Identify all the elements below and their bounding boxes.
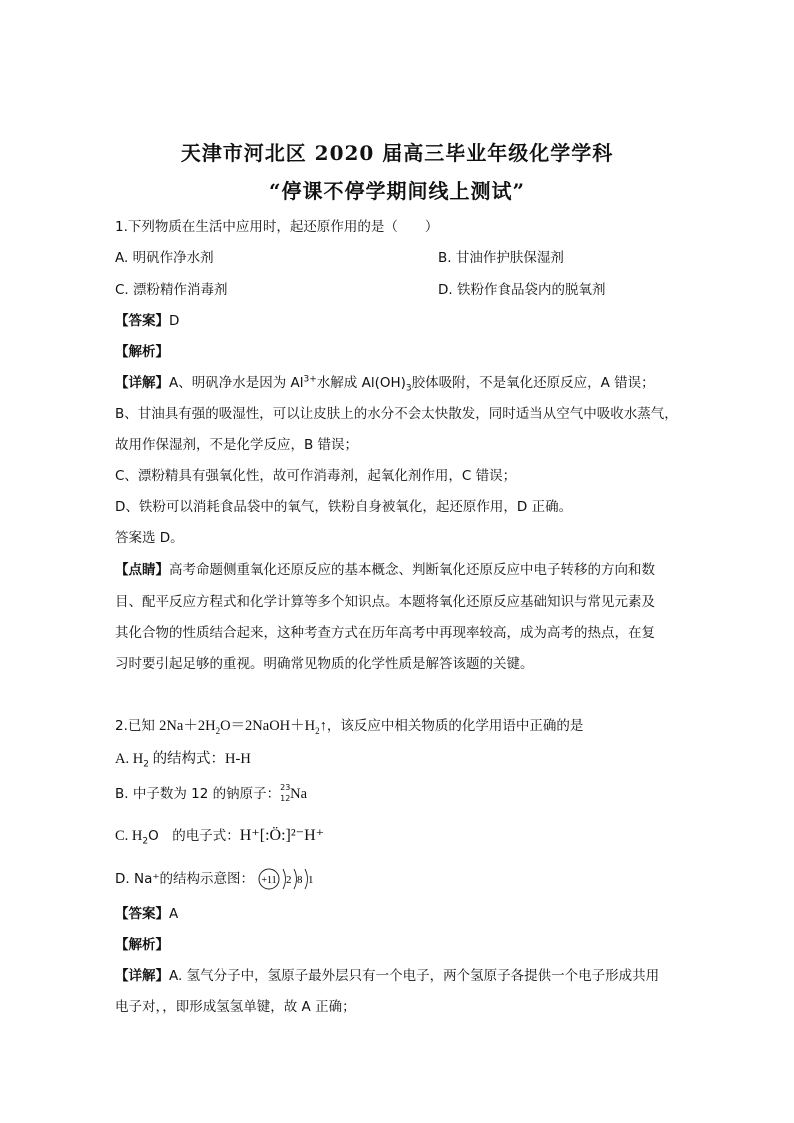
q1-point-4: 习时要引起足够的重视。明确常见物质的化学性质是解答该题的关键。 (115, 656, 534, 672)
detail-tag: 【详解】 (115, 968, 169, 984)
q1-point-2: 目、配平反应方程式和化学计算等多个知识点。本题将氧化还原反应基础知识与常见元素及 (115, 594, 655, 610)
detail-a-pre: A、明矾净水是因为 Al (169, 375, 304, 391)
detail-tag: 【详解】 (115, 375, 169, 391)
detail-a-sub: 3 (405, 383, 412, 394)
q2-detail-2: 电子对，，即形成氢氢单键，故 A 正确； (115, 999, 356, 1015)
q2-c-pre: C. H (115, 828, 143, 844)
shell-count-1: 2 (286, 874, 292, 886)
q2-a-post: 的结构式：H-H (148, 751, 251, 767)
q2-option-c (115, 826, 324, 846)
q2-detail-1 (115, 966, 659, 986)
element-symbol: Na (290, 786, 308, 802)
q2-a-pre: A. H (115, 751, 144, 767)
q1-detail-c: C、漂粉精具有强氧化性，故可作消毒剂，起氧化剂作用，C 错误； (115, 468, 517, 484)
q2-option-b (115, 783, 307, 805)
q2-d-pre: D. Na⁺的结构示意图： (115, 871, 254, 887)
eq-part-b: O＝2NaOH＋H (220, 718, 316, 734)
q1-point-1 (115, 560, 655, 580)
q2-option-a (115, 749, 251, 769)
answer-tag: 【答案】 (115, 906, 169, 922)
q1-answer-value: D (169, 313, 180, 329)
analysis-tag: 【解析】 (115, 344, 169, 360)
q1-detail-d: D、铁粉可以消耗食品袋中的氧气，铁粉自身被氧化，起还原作用，D 正确。 (115, 499, 573, 515)
mass-number: 23 (280, 783, 291, 792)
nucleus-label: +11 (261, 875, 277, 886)
atom-structure-diagram (258, 866, 322, 892)
q2-answer-line (115, 904, 178, 924)
q1-option-b: B. 甘油作护肤保湿剂 (438, 250, 564, 266)
q2-equation (159, 718, 327, 734)
q2-detail-text-1: A. 氢气分子中，氢原子最外层只有一个电子，两个氢原子各提供一个电子形成共用 (169, 968, 660, 984)
point-text-1: 高考命题侧重氧化还原反应的基本概念、判断氧化还原反应中电子转移的方向和数 (169, 562, 655, 578)
eq-part-a: 2Na＋2H (159, 718, 216, 734)
q1-conclusion: 答案选 D。 (115, 530, 184, 546)
q1-option-d: D. 铁粉作食品袋内的脱氧剂 (438, 282, 606, 298)
shell-count-3: 1 (308, 874, 314, 886)
q1-detail-a (115, 373, 655, 393)
q1-answer-line (115, 311, 179, 331)
q1-analysis-tag (115, 342, 169, 362)
analysis-tag: 【解析】 (115, 937, 169, 953)
electron-formula: H⁺[:Ö:]²⁻H⁺ (239, 827, 325, 844)
eq-sub-1: 2 (215, 725, 221, 736)
answer-tag: 【答案】 (115, 313, 169, 329)
q2-option-d (115, 866, 322, 892)
document-title: 天津市河北区 2020 届高三毕业年级化学学科 (180, 141, 614, 165)
q2-c-sub: 2 (142, 836, 149, 847)
q2-answer-value: A (169, 906, 179, 922)
eq-part-c: ↑ (319, 718, 327, 734)
point-tag: 【点睛】 (115, 562, 169, 578)
detail-a-mid: 水解成 Al(OH) (316, 375, 406, 391)
q2-b-pre: B. 中子数为 12 的钠原子： (115, 786, 281, 802)
detail-a-sup: 3+ (303, 374, 317, 385)
q1-option-a: A. 明矾作净水剂 (115, 250, 214, 266)
atomic-number: 12 (280, 794, 291, 803)
q2-stem-pre: 2.已知 (115, 718, 160, 734)
q1-option-c: C. 漂粉精作消毒剂 (115, 282, 228, 298)
q2-c-mid: O 的电子式： (148, 828, 240, 844)
q2-stem (115, 716, 583, 736)
q2-a-sub: 2 (143, 759, 149, 770)
document-subtitle: “停课不停学期间线上测试” (268, 179, 525, 203)
q1-point-3: 其化合物的性质结合起来，这种考查方式在历年高考中再现率较高，成为高考的热点，在复 (115, 625, 655, 641)
nuclide-notation (280, 783, 290, 805)
detail-a-post: 胶体吸附，不是氧化还原反应，A 错误； (411, 375, 655, 391)
q1-detail-b2: 故用作保湿剂，不是化学反应，B 错误； (115, 437, 359, 453)
q2-stem-post: ，该反应中相关物质的化学用语中正确的是 (326, 718, 584, 734)
q1-stem: 1.下列物质在生活中应用时，起还原作用的是（ ） (115, 219, 439, 235)
eq-sub-2: 2 (315, 725, 320, 736)
q1-detail-b1: B、甘油具有强的吸湿性，可以让皮肤上的水分不会太快散发，同时适当从空气中吸收水蒸气， (115, 406, 678, 422)
shell-count-2: 8 (297, 874, 303, 886)
q2-analysis-tag (115, 935, 169, 955)
